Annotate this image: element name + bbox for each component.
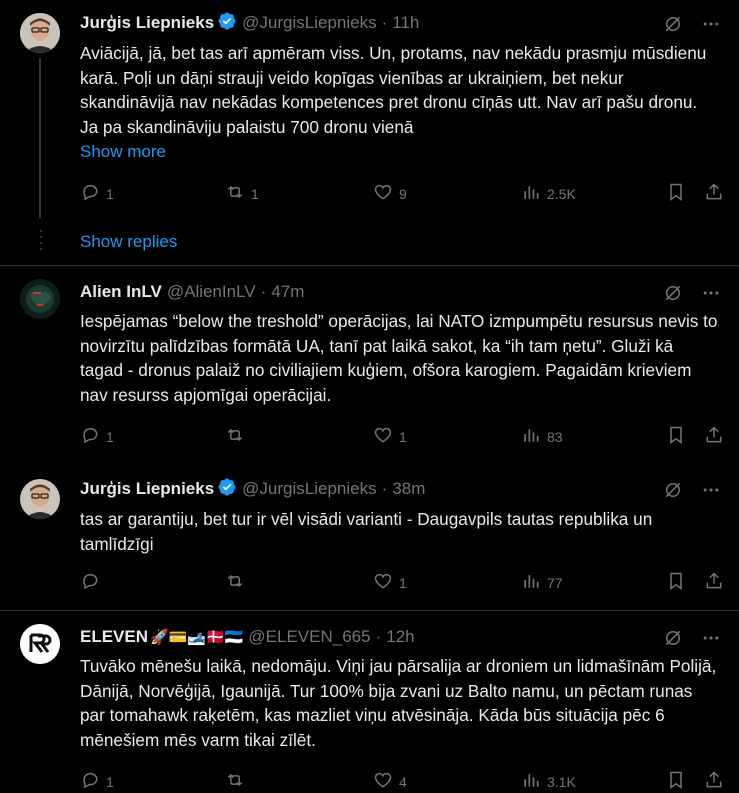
tweet-actions bbox=[80, 425, 720, 447]
author-handle[interactable]: @JurgisLiepnieks bbox=[242, 479, 377, 498]
bookmark-button[interactable] bbox=[666, 571, 686, 594]
avatar[interactable] bbox=[20, 624, 60, 664]
share-icon bbox=[704, 770, 724, 793]
tweet-text: Iespējamas “below the treshold” operācijas, lai NATO izmpumpētu resursus nevis to novirzītu palīdzības formātā UA, tanī pat laikā sakot, ka “ih tam ņetu”. Gluži kā tagad - dronus palaiž no civiliajiem kuģiem, ofšora karogiem. Pagaidām krieviem nav resurss apjomīgai operācijai. bbox=[80, 311, 718, 405]
more-options-icon[interactable] bbox=[701, 283, 721, 303]
more-options-icon[interactable] bbox=[701, 480, 721, 500]
view-count: 77 bbox=[547, 574, 563, 591]
tweet-top-icons bbox=[663, 283, 721, 303]
views-button[interactable] bbox=[521, 571, 563, 594]
tweet-top-icons bbox=[663, 628, 721, 648]
grok-icon[interactable] bbox=[663, 628, 683, 648]
bookmark-button[interactable] bbox=[666, 425, 686, 448]
reply-icon bbox=[80, 770, 100, 793]
show-replies-link[interactable]: Show replies bbox=[80, 232, 178, 251]
views-button[interactable] bbox=[521, 182, 576, 205]
thread-line bbox=[39, 58, 41, 218]
views-icon bbox=[521, 182, 541, 205]
views-icon bbox=[521, 425, 541, 448]
reply-count: 1 bbox=[106, 773, 114, 790]
tweet-actions bbox=[80, 770, 720, 792]
bookmark-icon bbox=[666, 571, 686, 594]
separator-dot: · bbox=[375, 627, 382, 646]
repost-count: 1 bbox=[251, 185, 259, 202]
separator-dot: · bbox=[381, 13, 388, 32]
tweet-text: tas ar garantiju, bet tur ir vēl visādi varianti - Daugavpils tautas republika un tamlīdzīgi bbox=[80, 509, 653, 554]
reply-count: 1 bbox=[106, 185, 114, 202]
tweet-2[interactable] bbox=[0, 266, 739, 466]
author-name[interactable]: Alien InLV bbox=[80, 282, 162, 301]
avatar[interactable] bbox=[20, 479, 60, 519]
separator-dot: · bbox=[381, 479, 388, 498]
repost-button[interactable] bbox=[225, 770, 251, 793]
timestamp[interactable]: 47m bbox=[271, 282, 305, 301]
avatar[interactable] bbox=[20, 13, 60, 53]
like-button[interactable] bbox=[373, 425, 407, 448]
views-button[interactable] bbox=[521, 425, 563, 448]
like-button[interactable] bbox=[373, 770, 407, 793]
bookmark-button[interactable] bbox=[666, 182, 686, 205]
tweet-header bbox=[80, 478, 425, 500]
tweet-header bbox=[80, 12, 419, 34]
tweet-text: Aviācijā, jā, bet tas arī apmēram viss. Un, protams, nav nekādu prasmju mūsdienu karā. Poļi un dāņi strauji veido kopīgas vienības ar ukraiņiem, bet nekur skandināvijā nav nekādas kompetences pret dronu cīņās utt. Nav arī pašu dronu. Ja pa skandināviju palaistu 700 dronu vienā bbox=[80, 43, 707, 137]
repost-icon bbox=[225, 182, 245, 205]
reply-button[interactable] bbox=[80, 770, 114, 793]
share-button[interactable] bbox=[704, 425, 724, 448]
views-button[interactable] bbox=[521, 770, 576, 793]
views-icon bbox=[521, 770, 541, 793]
author-handle[interactable]: @ELEVEN_665 bbox=[248, 627, 371, 646]
like-count: 4 bbox=[399, 773, 407, 790]
reply-count: 1 bbox=[106, 428, 114, 445]
tweet-3[interactable] bbox=[0, 466, 739, 610]
timestamp[interactable]: 12h bbox=[386, 627, 415, 646]
repost-button[interactable] bbox=[225, 425, 251, 448]
share-button[interactable] bbox=[704, 770, 724, 793]
bookmark-icon bbox=[666, 770, 686, 793]
tweet-header bbox=[80, 281, 304, 303]
more-options-icon[interactable] bbox=[701, 14, 721, 34]
reply-icon bbox=[80, 182, 100, 205]
grok-icon[interactable] bbox=[663, 283, 683, 303]
separator-dot: · bbox=[260, 282, 267, 301]
tweet-top-icons bbox=[663, 480, 721, 500]
reply-icon bbox=[80, 571, 100, 594]
author-name[interactable]: ELEVEN bbox=[80, 627, 149, 646]
show-more-link[interactable]: Show more bbox=[80, 142, 166, 161]
author-name[interactable]: Jurģis Liepnieks bbox=[80, 479, 215, 498]
tweet-actions bbox=[80, 571, 720, 593]
views-icon bbox=[521, 571, 541, 594]
tweet-header bbox=[80, 626, 415, 648]
verified-badge-icon bbox=[217, 477, 237, 502]
bookmark-icon bbox=[666, 182, 686, 205]
share-icon bbox=[704, 425, 724, 448]
bookmark-button[interactable] bbox=[666, 770, 686, 793]
reply-icon bbox=[80, 425, 100, 448]
timestamp[interactable]: 11h bbox=[392, 13, 420, 32]
timestamp[interactable]: 38m bbox=[392, 479, 426, 498]
repost-icon bbox=[225, 571, 245, 594]
reply-button[interactable] bbox=[80, 571, 106, 594]
grok-icon[interactable] bbox=[663, 14, 683, 34]
like-count: 1 bbox=[399, 574, 407, 591]
view-count: 2.5K bbox=[547, 185, 576, 202]
avatar[interactable] bbox=[20, 279, 60, 319]
tweet-1[interactable] bbox=[0, 0, 739, 265]
more-options-icon[interactable] bbox=[701, 628, 721, 648]
heart-icon bbox=[373, 182, 393, 205]
heart-icon bbox=[373, 571, 393, 594]
grok-icon[interactable] bbox=[663, 480, 683, 500]
like-button[interactable] bbox=[373, 182, 407, 205]
tweet-actions bbox=[80, 182, 720, 204]
like-button[interactable] bbox=[373, 571, 407, 594]
heart-icon bbox=[373, 425, 393, 448]
tweet-4[interactable] bbox=[0, 611, 739, 791]
author-handle[interactable]: @AlienInLV bbox=[166, 282, 256, 301]
tweet-top-icons bbox=[663, 14, 721, 34]
repost-icon bbox=[225, 770, 245, 793]
like-count: 1 bbox=[399, 428, 407, 445]
verified-badge-icon bbox=[217, 11, 237, 36]
repost-button[interactable] bbox=[225, 571, 251, 594]
view-count: 3.1K bbox=[547, 773, 576, 790]
heart-icon bbox=[373, 770, 393, 793]
repost-button[interactable] bbox=[225, 182, 259, 205]
share-button[interactable] bbox=[704, 571, 724, 594]
reply-button[interactable] bbox=[80, 182, 114, 205]
reply-button[interactable] bbox=[80, 425, 114, 448]
repost-icon bbox=[225, 425, 245, 448]
view-count: 83 bbox=[547, 428, 563, 445]
like-count: 9 bbox=[399, 185, 407, 202]
thread-dots bbox=[40, 230, 44, 254]
bookmark-icon bbox=[666, 425, 686, 448]
tweet-text: Tuvāko mēnešu laikā, nedomāju. Viņi jau pārsalija ar droniem un lidmašīnām Polijā, Dānijā, Norvēģijā, Igaunijā. Tur 100% bija zvani uz Balto namu, un pēctam runas par tomahawk raķetēm, kas mazliet viņu atvēsināja. Kāda būs situācija pēc 6 mēnešiem mēs varm tikai zīlēt. bbox=[80, 656, 717, 750]
author-name[interactable]: Jurģis Liepnieks bbox=[80, 13, 215, 32]
share-icon bbox=[704, 182, 724, 205]
name-emojis: 🚀💳🎿🇩🇰🇪🇪 bbox=[150, 629, 244, 646]
share-icon bbox=[704, 571, 724, 594]
share-button[interactable] bbox=[704, 182, 724, 205]
author-handle[interactable]: @JurgisLiepnieks bbox=[242, 13, 377, 32]
